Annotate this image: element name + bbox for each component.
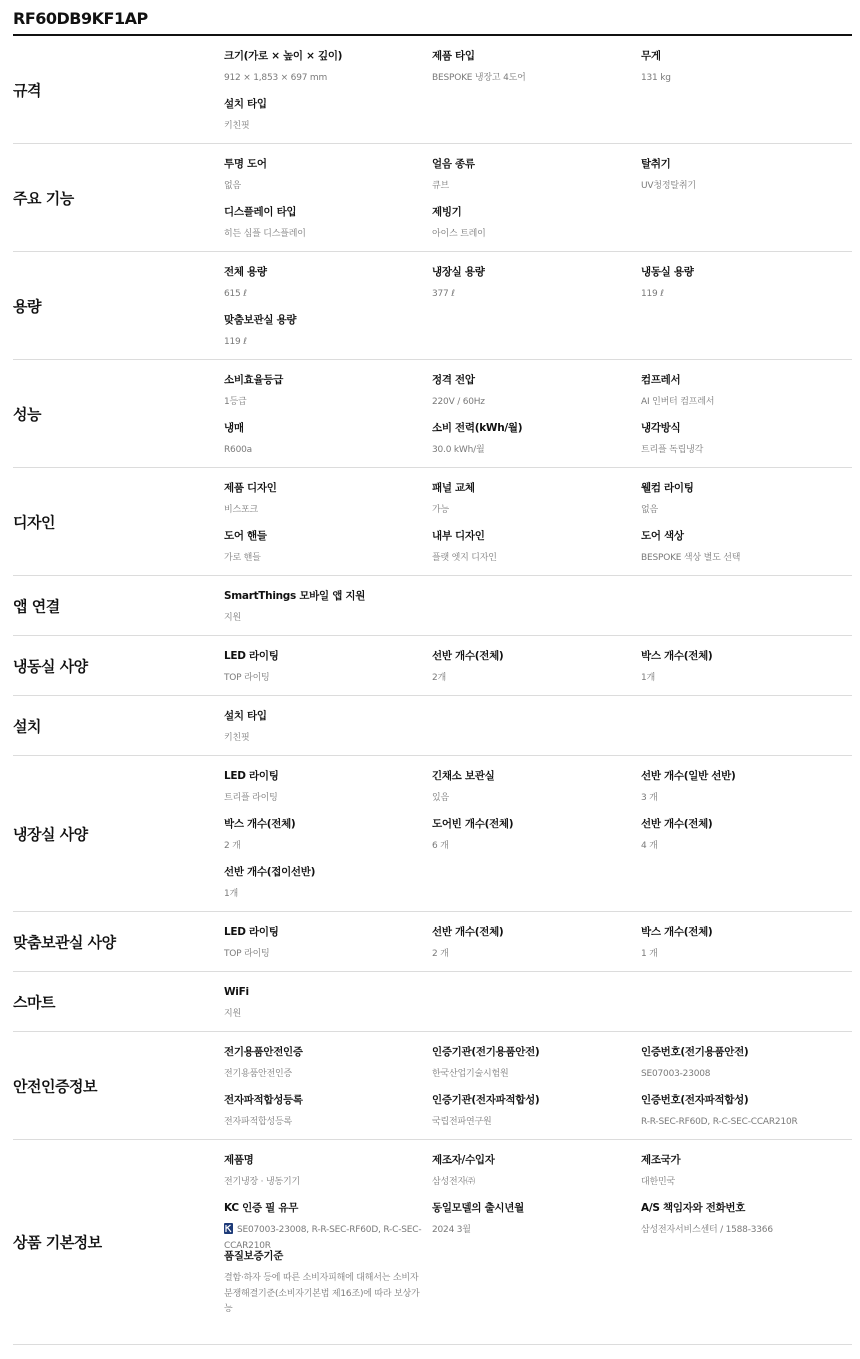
spec-value: 대한민국 [641, 1177, 675, 1187]
spec-label: 선반 개수(전체) [641, 818, 713, 830]
spec-label: LED 라이팅 [224, 770, 279, 782]
spec-label: 정격 전압 [432, 374, 475, 386]
spec-label: 컴프레서 [641, 374, 681, 386]
spec-label: 투명 도어 [224, 158, 267, 170]
spec-section-app [13, 576, 852, 636]
section-title: 규격 [13, 81, 41, 99]
spec-item [641, 1046, 841, 1083]
spec-item [224, 374, 424, 411]
spec-label: 인증기관(전자파적합성) [432, 1094, 540, 1106]
spec-label: 박스 개수(전체) [641, 650, 713, 662]
spec-value: 912 × 1,853 × 697 mm [224, 73, 328, 83]
spec-label: 패널 교체 [432, 482, 475, 494]
spec-item [641, 530, 841, 567]
spec-item [224, 650, 424, 687]
model-number: RF60DB9KF1AP [13, 0, 852, 36]
spec-item [224, 590, 424, 627]
spec-value: 삼성전자㈜ [432, 1177, 475, 1187]
spec-value: 220V / 60Hz [432, 397, 485, 407]
spec-value: 1개 [641, 673, 656, 683]
spec-item [641, 266, 841, 303]
spec-value: 삼성전자서비스센터 / 1588-3366 [641, 1225, 773, 1235]
spec-value: 2 개 [432, 949, 449, 959]
spec-item [641, 422, 841, 459]
spec-label: 설치 타입 [224, 710, 267, 722]
spec-value: 있음 [432, 793, 449, 803]
spec-item [641, 650, 841, 687]
section-title: 앱 연결 [13, 597, 60, 615]
spec-value: 국립전파연구원 [432, 1117, 492, 1127]
section-title: 용량 [13, 297, 41, 315]
spec-label: 인증기관(전기용품안전) [432, 1046, 540, 1058]
spec-section-custom [13, 912, 852, 972]
spec-value: 119 ℓ [641, 289, 664, 299]
spec-value: 2개 [432, 673, 447, 683]
spec-value: 결함·하자 등에 따른 소비자피해에 대해서는 소비자분쟁해결기준(소비자기본법 제16조)에 따라 보상가능 [224, 1273, 420, 1314]
spec-item [224, 314, 424, 351]
spec-section-fridge [13, 756, 852, 912]
spec-label: LED 라이팅 [224, 926, 279, 938]
spec-section-features [13, 144, 852, 252]
spec-value: 없음 [641, 505, 658, 515]
spec-item [641, 1154, 841, 1191]
spec-label: 디스플레이 타입 [224, 206, 297, 218]
spec-label: KC 인증 필 유무 [224, 1202, 299, 1214]
spec-item [432, 266, 632, 303]
spec-label: 냉매 [224, 422, 244, 434]
spec-item [432, 530, 632, 567]
spec-value: 119 ℓ [224, 337, 247, 347]
spec-label: LED 라이팅 [224, 650, 279, 662]
spec-label: 선반 개수(접이선반) [224, 866, 316, 878]
spec-value: 비스포크 [224, 505, 258, 515]
spec-label: 선반 개수(전체) [432, 926, 504, 938]
spec-label: 전자파적합성등록 [224, 1094, 303, 1106]
spec-label: 냉장실 용량 [432, 266, 485, 278]
spec-label: 웰컴 라이팅 [641, 482, 694, 494]
spec-label: 전기용품안전인증 [224, 1046, 303, 1058]
spec-section-design [13, 468, 852, 576]
spec-label: 도어빈 개수(전체) [432, 818, 514, 830]
spec-item [641, 374, 841, 411]
spec-item [224, 710, 424, 747]
spec-item [432, 158, 632, 195]
spec-label: 얼음 종류 [432, 158, 475, 170]
spec-item [224, 50, 424, 87]
spec-label: 소비효율등급 [224, 374, 284, 386]
spec-value: 2024 3월 [432, 1225, 471, 1235]
spec-item [432, 650, 632, 687]
spec-item [224, 266, 424, 303]
spec-sections [13, 36, 852, 1345]
spec-item [224, 530, 424, 567]
spec-section-performance [13, 360, 852, 468]
spec-value: 131 kg [641, 73, 671, 83]
spec-item [641, 50, 841, 87]
spec-label: 내부 디자인 [432, 530, 485, 542]
spec-value: 지원 [224, 613, 241, 623]
spec-item [224, 1046, 424, 1083]
spec-item [224, 770, 424, 807]
spec-item [224, 986, 424, 1023]
spec-label: 무게 [641, 50, 661, 62]
spec-item [432, 482, 632, 519]
spec-label: 제품 디자인 [224, 482, 277, 494]
spec-value: 1등급 [224, 397, 247, 407]
spec-value: 전기용품안전인증 [224, 1069, 292, 1079]
section-title: 주요 기능 [13, 189, 74, 207]
spec-value: 플랫 엣지 디자인 [432, 553, 497, 563]
spec-value: R-R-SEC-RF60D, R-C-SEC-CCAR210R [641, 1117, 798, 1127]
spec-value: 가로 핸들 [224, 553, 261, 563]
spec-label: 소비 전력(kWh/월) [432, 422, 523, 434]
spec-item [224, 1250, 424, 1318]
spec-item [432, 1094, 632, 1131]
spec-value: 아이스 트레이 [432, 229, 486, 239]
spec-value-text: SE07003-23008, R-R-SEC-RF60D, R-C-SEC-CCAR210R [224, 1225, 422, 1251]
spec-item [641, 158, 841, 195]
spec-label: 선반 개수(전체) [432, 650, 504, 662]
spec-value: 지원 [224, 1009, 241, 1019]
section-title: 냉동실 사양 [13, 657, 88, 675]
spec-value: 트리플 독립냉각 [641, 445, 704, 455]
spec-item [224, 98, 424, 135]
spec-value: TOP 라이팅 [224, 673, 270, 683]
spec-label: 제품명 [224, 1154, 254, 1166]
spec-item [641, 818, 841, 855]
spec-item [432, 1202, 632, 1239]
spec-item [224, 926, 424, 963]
spec-value: BESPOKE 색상 별도 선택 [641, 553, 741, 563]
spec-item [432, 926, 632, 963]
spec-section-install [13, 696, 852, 756]
section-title: 설치 [13, 717, 41, 735]
spec-value: 한국산업기술시험원 [432, 1069, 509, 1079]
spec-item [432, 770, 632, 807]
spec-value: SE07003-23008 [641, 1069, 711, 1079]
section-title: 상품 기본정보 [13, 1233, 102, 1252]
spec-value: R600a [224, 445, 252, 455]
spec-label: 제품 타입 [432, 50, 475, 62]
spec-item [224, 818, 424, 855]
spec-label: 도어 색상 [641, 530, 684, 542]
spec-label: 박스 개수(전체) [641, 926, 713, 938]
spec-item [224, 866, 424, 903]
spec-item [224, 1094, 424, 1131]
spec-label: A/S 책임자와 전화번호 [641, 1202, 746, 1214]
spec-label: 맞춤보관실 용량 [224, 314, 297, 326]
spec-value: 전자파적합성등록 [224, 1117, 292, 1127]
spec-label: 전체 용량 [224, 266, 267, 278]
spec-section-basic [13, 1140, 852, 1345]
spec-value: BESPOKE 냉장고 4도어 [432, 73, 526, 83]
spec-label: 품질보증기준 [224, 1250, 284, 1262]
spec-page [13, 0, 852, 1345]
spec-label: 탈취기 [641, 158, 671, 170]
section-title: 안전인증정보 [13, 1077, 97, 1095]
spec-item [432, 818, 632, 855]
spec-label: 박스 개수(전체) [224, 818, 296, 830]
spec-value: 615 ℓ [224, 289, 247, 299]
spec-label: 도어 핸들 [224, 530, 267, 542]
section-title: 디자인 [13, 513, 55, 531]
spec-section-capacity [13, 252, 852, 360]
spec-label: 냉각방식 [641, 422, 681, 434]
spec-item [224, 158, 424, 195]
section-title: 성능 [13, 405, 41, 423]
spec-value: 377 ℓ [432, 289, 455, 299]
spec-value: 히든 심플 디스플레이 [224, 229, 306, 239]
spec-section-freezer [13, 636, 852, 696]
spec-item [224, 422, 424, 459]
spec-value: 키친핏 [224, 733, 250, 743]
spec-value: 2 개 [224, 841, 241, 851]
spec-section-safety [13, 1032, 852, 1140]
spec-value: 키친핏 [224, 121, 250, 131]
spec-label: 긴채소 보관실 [432, 770, 495, 782]
section-title: 냉장실 사양 [13, 825, 88, 843]
kc-mark-icon [224, 1223, 233, 1234]
spec-item [224, 1154, 424, 1191]
spec-value: 4 개 [641, 841, 658, 851]
spec-value: 트리플 라이팅 [224, 793, 278, 803]
spec-item [641, 926, 841, 963]
spec-value: AI 인버터 컴프레서 [641, 397, 715, 407]
spec-item [432, 422, 632, 459]
spec-label: 인증번호(전기용품안전) [641, 1046, 749, 1058]
spec-label: 인증번호(전자파적합성) [641, 1094, 749, 1106]
spec-value: 1 개 [641, 949, 658, 959]
spec-item [641, 1094, 841, 1131]
spec-item [224, 1202, 424, 1254]
spec-label: 설치 타입 [224, 98, 267, 110]
spec-item [641, 770, 841, 807]
spec-item [432, 206, 632, 243]
spec-value: 가능 [432, 505, 449, 515]
spec-value: UV청정탈취기 [641, 181, 696, 191]
spec-value: 30.0 kWh/월 [432, 445, 485, 455]
spec-item [432, 1154, 632, 1191]
spec-label: 제조자/수입자 [432, 1154, 495, 1166]
spec-label: 동일모델의 출시년월 [432, 1202, 524, 1214]
spec-label: 크기(가로 × 높이 × 깊이) [224, 50, 343, 62]
spec-label: SmartThings 모바일 앱 지원 [224, 590, 366, 602]
spec-item [224, 206, 424, 243]
spec-value: 1개 [224, 889, 239, 899]
spec-item [432, 50, 632, 87]
spec-section-spec [13, 36, 852, 144]
spec-value: 3 개 [641, 793, 658, 803]
spec-value: TOP 라이팅 [224, 949, 270, 959]
spec-value: 큐브 [432, 181, 449, 191]
spec-label: 냉동실 용량 [641, 266, 694, 278]
section-title: 스마트 [13, 993, 55, 1011]
spec-label: 제조국가 [641, 1154, 681, 1166]
spec-label: WiFi [224, 986, 249, 998]
section-title: 맞춤보관실 사양 [13, 933, 116, 951]
spec-section-smart [13, 972, 852, 1032]
spec-value: 전기냉장 · 냉동기기 [224, 1177, 300, 1187]
spec-value: 6 개 [432, 841, 449, 851]
spec-value: 없음 [224, 181, 241, 191]
spec-item [432, 1046, 632, 1083]
spec-label: 선반 개수(일반 선반) [641, 770, 736, 782]
spec-item [641, 482, 841, 519]
spec-item [641, 1202, 841, 1239]
spec-item [224, 482, 424, 519]
spec-item [432, 374, 632, 411]
spec-label: 제빙기 [432, 206, 462, 218]
